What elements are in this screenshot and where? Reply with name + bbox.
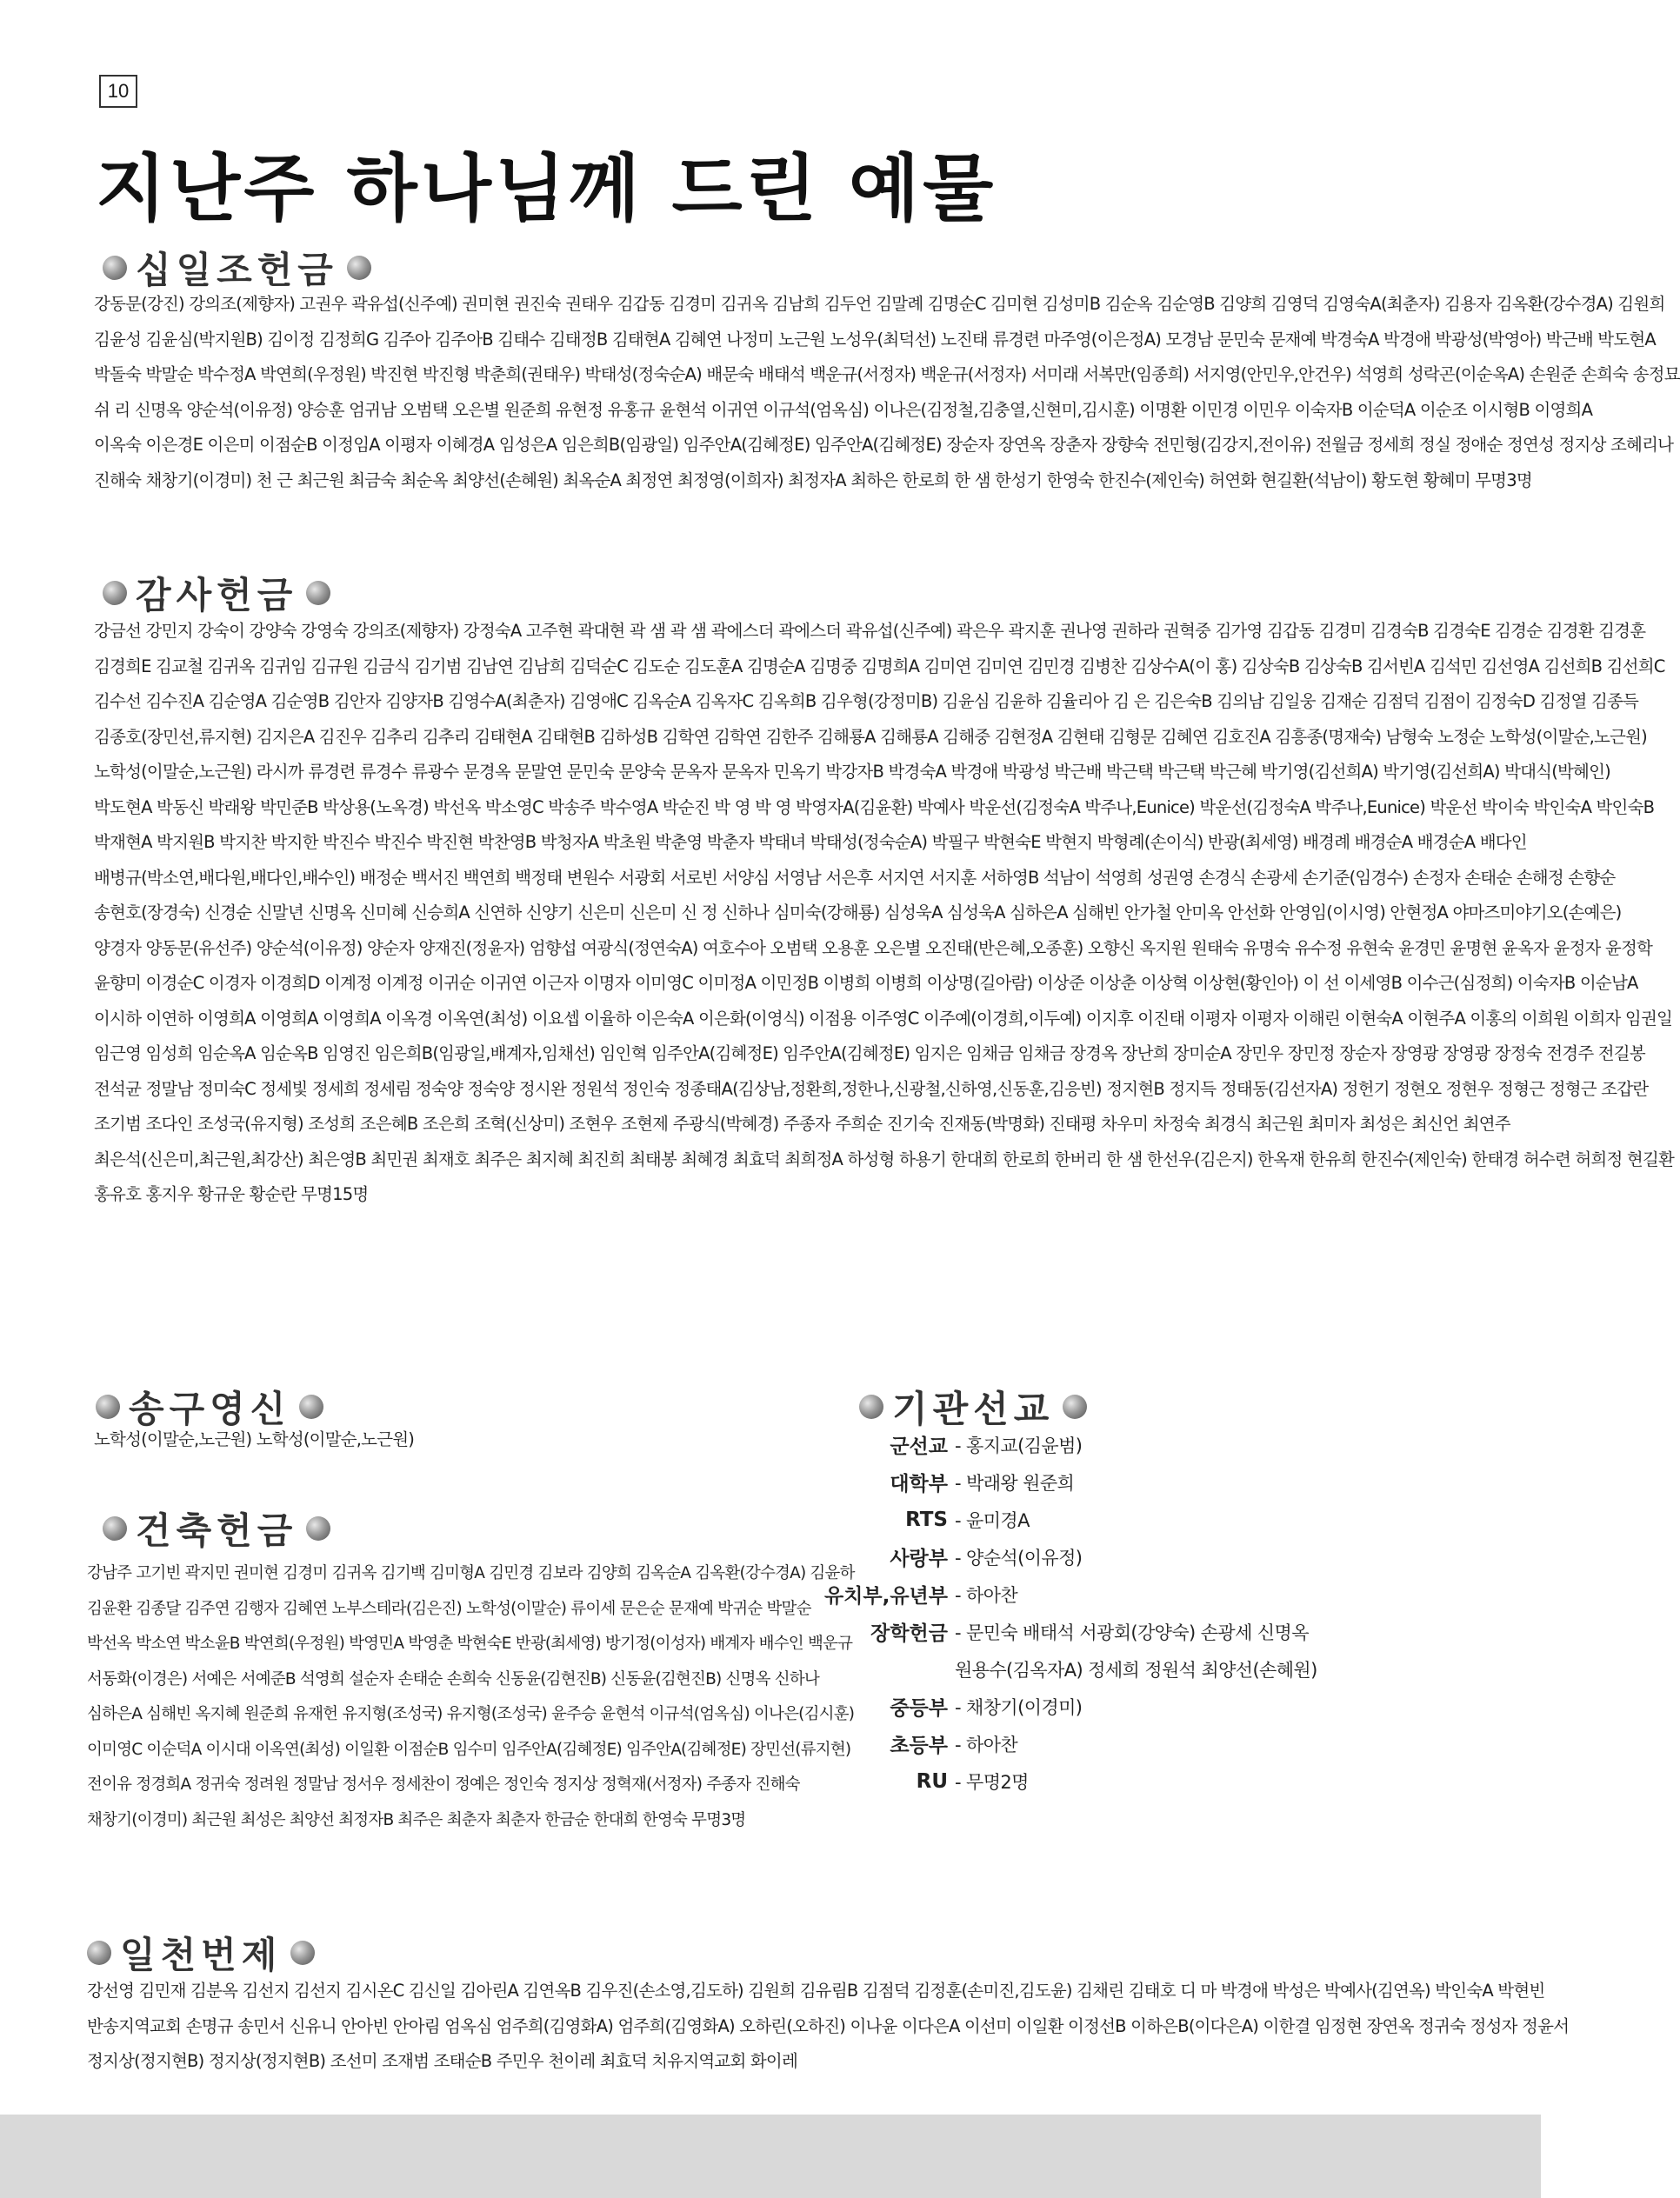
mission-label: 군선교 <box>890 1435 948 1458</box>
name-line: 김종호(장민선,류지현) 김지은A 김진우 김추리 김추리 김태현A 김태현B 김하성B 김학연 김학연 김한주 김해룡A 김해룡A 김해중 김현정A 김현태 김형문 김혜연 김호진A 김흥종(명재숙) 남형숙 노정순 노학성(이말순,노근원) <box>94 726 1647 747</box>
mission-value: - 박래왕 원준희 <box>955 1472 1075 1494</box>
bullet-dot-icon <box>299 1395 323 1419</box>
bullet-dot-icon <box>96 1395 120 1419</box>
name-line: 이미영C 이순덕A 이시대 이옥연(최성) 이일환 이점순B 임수미 임주안A(김혜정E) 임주안A(김혜정E) 장민선(류지현) <box>87 1740 851 1759</box>
bullet-dot-icon <box>1063 1395 1087 1419</box>
mission-row <box>774 1463 1383 1501</box>
mission-label: 중등부 <box>890 1697 948 1720</box>
bullet-dot-icon <box>347 256 371 280</box>
name-line: 김윤성 김윤심(박지원B) 김이정 김정희G 김주아 김주아B 김태수 김태정B 김태현A 김혜연 나정미 노근원 노성우(최덕선) 노진태 류경련 마주영(이은정A) 모경남 문민숙 문재예 박경숙A 박경애 박광성(박영아) 박근배 박도현A <box>94 329 1656 350</box>
name-line: 채창기(이경미) 최근원 최성은 최양선 최정자B 최주은 최춘자 최춘자 한금순 한대희 한영숙 무명3명 <box>87 1810 746 1829</box>
mission-row <box>774 1575 1383 1613</box>
mission-row <box>774 1762 1383 1800</box>
name-line: 강남주 고기빈 곽지민 권미현 김경미 김귀옥 김기백 김미형A 김민경 김보라 김양희 김옥순A 김옥환(강수경A) 김윤하 <box>87 1564 855 1582</box>
mission-row <box>774 1650 1383 1688</box>
mission-row <box>774 1501 1383 1538</box>
bullet-dot-icon <box>103 256 127 280</box>
mission-label: 대학부 <box>890 1473 948 1495</box>
mission-label: RTS <box>905 1508 948 1531</box>
name-line: 임근영 임성희 임순옥A 임순옥B 임영진 임은희B(임광일,배계자,임채선) 임인혁 임주안A(김혜정E) 임주안A(김혜정E) 임지은 임채금 임채금 장경옥 장난희 장미순A 장민우 장민정 장순자 장영광 장영광 장정숙 전경주 전길봉 <box>94 1043 1645 1063</box>
name-line: 김수선 김수진A 김순영A 김순영B 김안자 김양자B 김영수A(최춘자) 김영애C 김옥순A 김옥자C 김옥희B 김우형(강정미B) 김윤심 김윤하 김율리아 김 은 김은숙B 김의남 김일웅 김재순 김점덕 김점이 김정숙D 김정열 김종득 <box>94 691 1639 711</box>
name-line: 서동화(이경은) 서예은 서예준B 석영희 설순자 손태순 손희숙 신동윤(김현진B) 신동윤(김현진B) 신명옥 신하나 <box>87 1669 819 1688</box>
bullet-dot-icon <box>306 1516 330 1541</box>
name-line: 이시하 이연하 이영희A 이영희A 이영희A 이옥경 이옥연(최성) 이요셉 이율하 이은숙A 이은화(이영식) 이점용 이주영C 이주예(이경희,이두예) 이지후 이진태 이평자 이평자 이해린 이현숙A 이현주A 이홍의 이희원 이희자 임권일 <box>94 1008 1673 1029</box>
building-heading <box>94 1502 339 1555</box>
bullet-dot-icon <box>306 581 330 605</box>
thanks-names <box>94 614 1675 1213</box>
mission-row <box>774 1725 1383 1762</box>
tithe-heading <box>94 242 380 294</box>
mission-value: - 하아찬 <box>955 1584 1018 1606</box>
tithe-names <box>94 287 1680 498</box>
farewell-heading-label: 송구영신 <box>129 1388 291 1430</box>
name-line: 박도현A 박동신 박래왕 박민준B 박상용(노옥경) 박선옥 박소영C 박송주 박수영A 박순진 박 영 박 영 박영자A(김윤환) 박예사 박운선(김정숙A 박주나,Eunice) 박운선(김정숙A 박주나,Eunice) 박운선 박이숙 박인숙A 박인숙B <box>94 796 1655 817</box>
mission-label: 장학헌금 <box>870 1622 948 1645</box>
name-line: 강동문(강진) 강의조(제향자) 고권우 곽유섭(신주예) 권미현 권진숙 권태우 김갑동 김경미 김귀옥 김남희 김두언 김말례 김명순C 김미현 김성미B 김순옥 김순영B 김양희 김영덕 김영숙A(최춘자) 김용자 김옥환(강수경A) 김원희 <box>94 294 1665 314</box>
name-line: 전석균 정말남 정미숙C 정세빛 정세희 정세림 정숙양 정숙양 정시완 정원석 정인숙 정종태A(김상남,정환희,정한나,신광철,신하영,신동훈,김응빈) 정지현B 정지득 정태동(김선자A) 정헌기 정현오 정현우 정형근 정형근 조갑란 <box>94 1078 1649 1099</box>
mission-list <box>774 1426 1383 1800</box>
name-line: 박선옥 박소연 박소윤B 박연희(우정원) 박영민A 박영춘 박현숙E 반광(최세영) 방기정(이성자) 배계자 배수인 백운규 <box>87 1635 853 1653</box>
name-line: 최은석(신은미,최근원,최강산) 최은영B 최민권 최재호 최주은 최지혜 최진희 최태봉 최혜경 최효덕 최희정A 하성형 하용기 한대희 한로희 한버리 한 샘 한선우(김은지) 한옥재 한유희 한진수(제인숙) 한태경 허수련 허희정 현길환 <box>94 1149 1675 1169</box>
footer-band <box>0 2115 1541 2198</box>
bullet-dot-icon <box>103 581 127 605</box>
name-line: 박돌숙 박말순 박수정A 박연희(우정원) 박진현 박진형 박춘희(권태우) 박태성(정숙순A) 배문숙 배태석 백운규(서정자) 백운규(서정자) 서미래 서복만(임종희) 서지영(안민우,안건우) 석영희 성락곤(이순옥A) 손원준 손희숙 송정묘 <box>94 364 1680 384</box>
tithe-heading-label: 십일조헌금 <box>136 249 338 291</box>
mission-row <box>774 1426 1383 1463</box>
mission-value: - 문민숙 배태석 서광회(강양숙) 손광세 신명옥 <box>955 1622 1309 1643</box>
name-line: 노학성(이말순,노근원) 라시까 류경련 류경수 류광수 문경옥 문말연 문민숙 문양숙 문옥자 문옥자 민옥기 박강자B 박경숙A 박경애 박광성 박근배 박근택 박근택 박근혜 박기영(김선희A) 박기영(김선희A) 박대식(박혜인) <box>94 762 1610 782</box>
bullet-dot-icon <box>290 1941 315 1965</box>
mission-value: - 윤미경A <box>955 1509 1030 1531</box>
name-line: 조기범 조다인 조성국(유지형) 조성희 조은혜B 조은희 조혁(신상미) 조현우 조현제 주광식(박혜경) 주종자 주희순 진기숙 진재동(박명화) 진태평 차우미 차정숙 최경식 최근원 최미자 최성은 최신언 최연주 <box>94 1114 1510 1134</box>
farewell-names <box>94 1422 703 1458</box>
thanks-heading-label: 감사헌금 <box>136 574 298 616</box>
thanks-heading <box>94 567 339 619</box>
name-line: 전이유 정경희A 정귀숙 정려원 정말남 정서우 정세찬이 정예은 정인숙 정지상 정혁재(서정자) 주종자 진해숙 <box>87 1775 800 1794</box>
name-line: 김경희E 김교철 김귀옥 김귀임 김규원 김금식 김기범 김남연 김남희 김덕순C 김도순 김도훈A 김명순A 김명중 김명희A 김미연 김미연 김민경 김병찬 김상수A(이 홍) 김상숙B 김상숙B 김서빈A 김석민 김선영A 김선희B 김선희C <box>94 656 1665 676</box>
mission-row <box>774 1688 1383 1725</box>
name-line: 송현호(장경숙) 신경순 신말년 신명옥 신미혜 신승희A 신연하 신양기 신은미 신은미 신 정 신하나 심미숙(강해룡) 심성욱A 심성욱A 심하은A 심해빈 안가철 안미옥 안선화 안영임(이시영) 안현정A 야마즈미야기오(손예은) <box>94 903 1622 922</box>
name-line: 김윤환 김종달 김주연 김행자 김혜연 노부스테라(김은진) 노학성(이말순) 류이세 문은순 문재예 박귀순 박말순 <box>87 1599 811 1618</box>
mission-row <box>774 1538 1383 1575</box>
page-number: 10 <box>99 75 137 108</box>
thousand-names <box>87 1974 1570 2080</box>
thousand-heading <box>78 1927 323 1979</box>
name-line: 양경자 양동문(유선주) 양순석(이유정) 양순자 양재진(정윤자) 엄향섭 여광식(정연숙A) 여호수아 오범택 오용훈 오은별 오진태(반은혜,오종훈) 오향신 옥지원 원태숙 유명숙 유수정 유현숙 윤경민 윤명현 윤옥자 윤정자 윤정학 <box>94 937 1653 958</box>
mission-label: 유치부,유년부 <box>823 1585 948 1608</box>
mission-row <box>774 1613 1383 1650</box>
building-heading-label: 건축헌금 <box>136 1509 298 1552</box>
name-line: 박재현A 박지원B 박지찬 박지한 박진수 박진수 박진현 박찬영B 박청자A 박초원 박춘영 박춘자 박태녀 박태성(정숙순A) 박필구 박현숙E 박현지 박형례(손이식) 반광(최세영) 배경례 배경순A 배경순A 배다인 <box>94 832 1527 852</box>
name-line: 정지상(정지현B) 정지상(정지현B) 조선미 조재범 조태순B 주민우 천이레 최효덕 치유지역교회 화이레 <box>87 2051 797 2071</box>
mission-value: - 하아찬 <box>955 1734 1018 1755</box>
mission-label: 초등부 <box>890 1735 948 1757</box>
page-title: 지난주 하나님께 드린 예물 <box>96 146 997 231</box>
name-line: 홍유호 홍지우 황규운 황순란 무명15명 <box>94 1184 369 1204</box>
bullet-dot-icon <box>87 1941 111 1965</box>
mission-value: 원용수(김옥자A) 정세희 정원석 최양선(손혜원) <box>955 1659 1317 1681</box>
mission-heading-label: 기관선교 <box>892 1388 1055 1430</box>
mission-value: - 채창기(이경미) <box>955 1696 1083 1718</box>
mission-label: 사랑부 <box>890 1548 948 1570</box>
name-line: 심하은A 심해빈 옥지혜 원준희 유재헌 유지형(조성국) 유지형(조성국) 윤주승 윤현석 이규석(엄옥심) 이나은(김시훈) <box>87 1705 855 1723</box>
name-line: 쉬 리 신명옥 양순석(이유정) 양승훈 엄귀남 오범택 오은별 원준희 유현정 유홍규 윤현석 이귀연 이규석(엄옥심) 이나은(김정철,김충열,신현미,김시훈) 이명환 이민경 이민우 이숙자B 이순덕A 이순조 이시형B 이영희A <box>94 399 1593 420</box>
name-line: 강금선 강민지 강숙이 강양숙 강영숙 강의조(제향자) 강정숙A 고주현 곽대현 곽 샘 곽 샘 곽에스더 곽에스더 곽유섭(신주예) 곽은우 곽지훈 권나영 권하라 권혁중 김가영 김갑동 김경미 김경숙B 김경숙E 김경순 김경환 김경훈 <box>94 621 1646 641</box>
building-names <box>87 1556 855 1838</box>
name-line: 진해숙 채창기(이경미) 천 근 최근원 최금숙 최순옥 최양선(손혜원) 최옥순A 최정연 최정영(이희자) 최정자A 최하은 한로희 한 샘 한성기 한영숙 한진수(제인숙) 허연화 현길환(석남이) 황도현 황혜미 무명3명 <box>94 470 1532 490</box>
name-line: 반송지역교회 손명규 송민서 신유니 안아빈 안아림 엄옥심 엄주희(김영화A) 엄주희(김영화A) 오하린(오하진) 이나윤 이다은A 이선미 이일환 이정선B 이하은B(이다은A) 이한결 임정현 장연옥 정귀숙 정성자 정윤서 <box>87 2015 1570 2036</box>
thousand-heading-label: 일천번제 <box>120 1934 283 1976</box>
name-line: 노학성(이말순,노근원) 노학성(이말순,노근원) <box>94 1429 415 1449</box>
mission-value: - 무명2명 <box>955 1771 1029 1793</box>
mission-value: - 양순석(이유정) <box>955 1547 1083 1569</box>
mission-heading <box>850 1381 1096 1433</box>
name-line: 배병규(박소연,배다원,배다인,배수인) 배정순 백서진 백연희 백정태 변원수 서광회 서로빈 서양심 서영남 서은후 서지연 서지훈 서하영B 석남이 석영희 성권영 손경식 손광세 손기준(임경수) 손정자 손태순 손해정 손향순 <box>94 867 1616 888</box>
bullet-dot-icon <box>103 1516 127 1541</box>
name-line: 강선영 김민재 김분옥 김선지 김선지 김시온C 김신일 김아린A 김연옥B 김우진(손소영,김도하) 김원희 김유림B 김점덕 김정훈(손미진,김도윤) 김채린 김태호 디 마 박경애 박성은 박예사(김연옥) 박인숙A 박현빈 <box>87 1981 1545 2001</box>
name-line: 이옥숙 이은경E 이은미 이점순B 이정임A 이평자 이혜경A 임성은A 임은희B(임광일) 임주안A(김혜정E) 임주안A(김혜정E) 장순자 장연옥 장춘자 장향숙 전민형(김강지,전이유) 전월금 정세희 정실 정애순 정연성 정지상 조혜리나 <box>94 435 1674 455</box>
name-line: 윤향미 이경순C 이경자 이경희D 이계정 이계정 이귀순 이귀연 이근자 이명자 이미영C 이미정A 이민정B 이병희 이병희 이상명(길아람) 이상준 이상춘 이상혁 이상현(황인아) 이 선 이세영B 이수근(심정희) 이숙자B 이순남A <box>94 973 1638 993</box>
mission-value: - 홍지교(김윤범) <box>955 1435 1083 1456</box>
bullet-dot-icon <box>859 1395 883 1419</box>
mission-label: RU <box>916 1769 948 1793</box>
